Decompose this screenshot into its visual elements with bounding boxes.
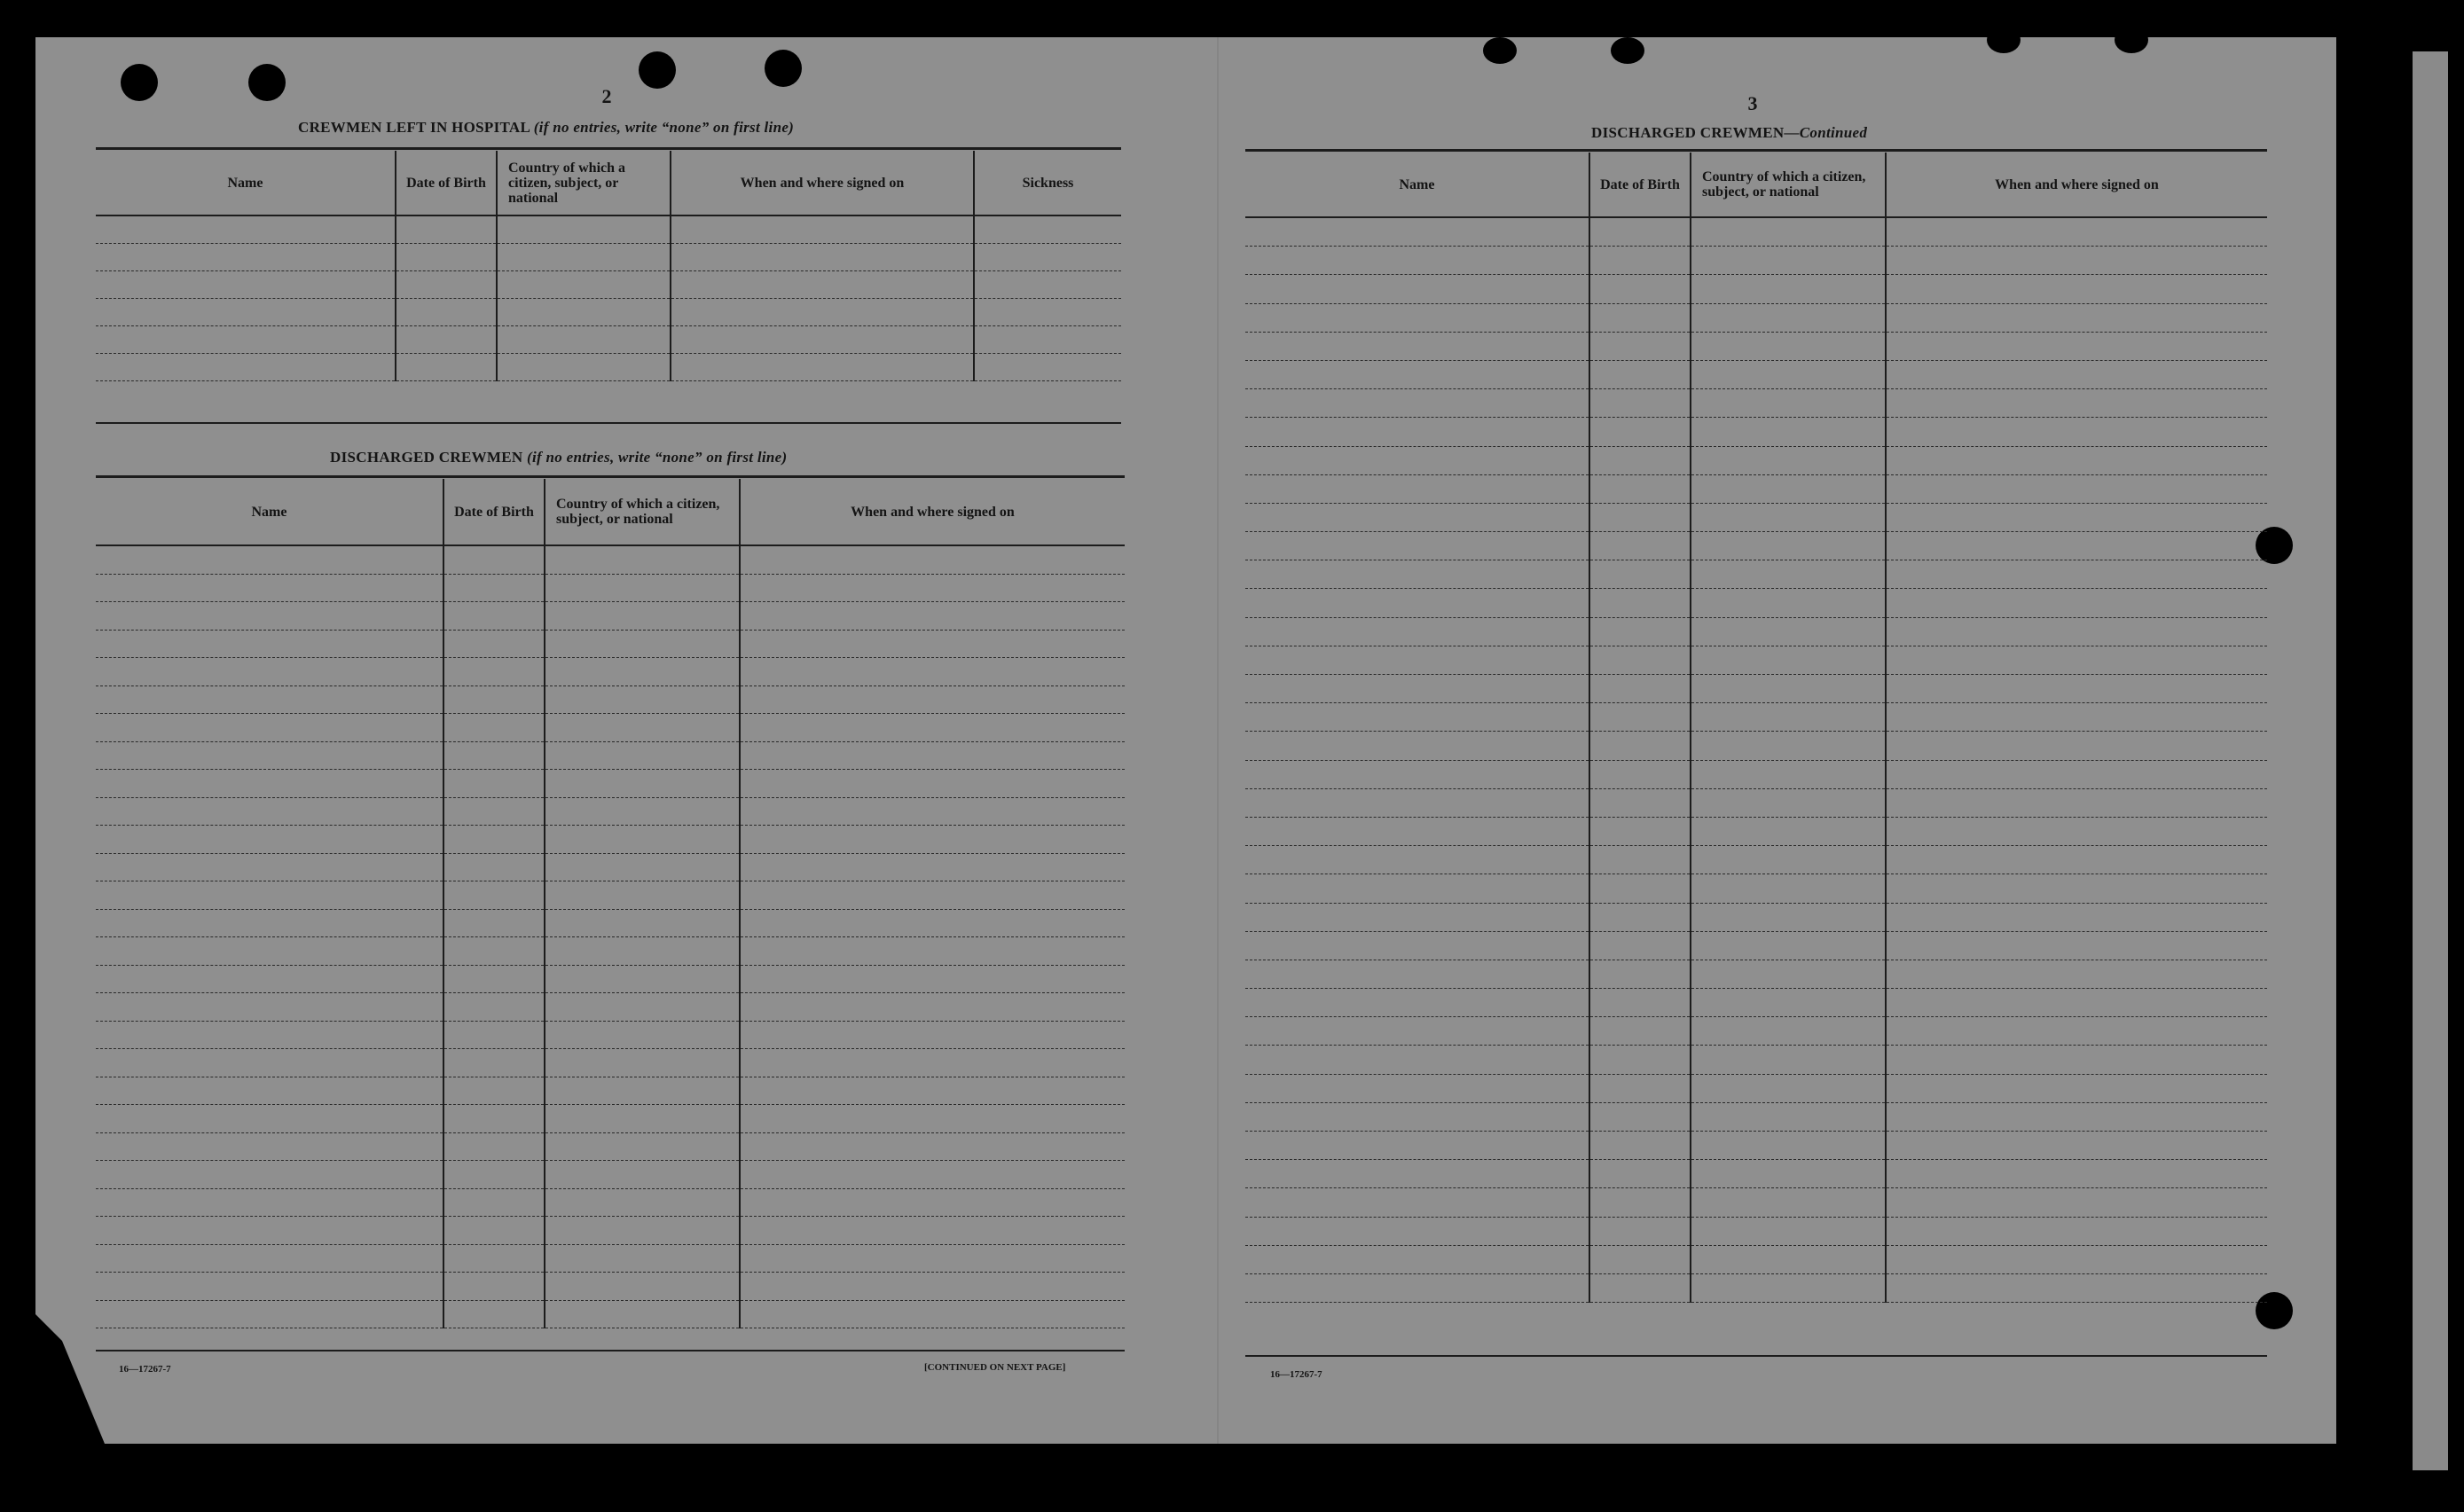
table-row: [1245, 247, 2267, 275]
table-row: [96, 1273, 1125, 1301]
table-row: [96, 909, 1125, 937]
table-row: [96, 993, 1125, 1022]
col-country: Country of which a citizen, subject, or national: [497, 151, 671, 215]
table-row: [1245, 474, 2267, 503]
table-row: [1245, 989, 2267, 1017]
table-row: [96, 685, 1125, 714]
col-signed-on: When and where signed on: [671, 151, 974, 215]
bottom-rule: [1245, 1355, 2267, 1357]
discharged-continued-title: DISCHARGED CREWMEN—Continued: [1591, 124, 1868, 141]
table-row: [1245, 360, 2267, 388]
table-row: [1245, 389, 2267, 418]
table-row: [96, 1105, 1125, 1133]
table-row: [96, 244, 1121, 271]
table-row: [96, 1161, 1125, 1189]
table-row: [1245, 874, 2267, 903]
center-fold: [1217, 37, 1219, 1444]
table-row: [96, 770, 1125, 798]
table-row: [96, 574, 1125, 602]
table-row: [1245, 303, 2267, 332]
top-rule: [96, 147, 1121, 150]
table-row: [96, 1132, 1125, 1161]
table-row: [96, 1188, 1125, 1217]
table-row: [1245, 817, 2267, 845]
table-row: [1245, 560, 2267, 589]
table-row: [1245, 446, 2267, 474]
table-row: [1245, 846, 2267, 874]
table-row: [96, 271, 1121, 299]
table-row: [96, 1049, 1125, 1077]
table-row: [1245, 1217, 2267, 1245]
section-rule: [96, 422, 1121, 424]
right-page: [1245, 0, 2269, 1512]
table-row: [1245, 703, 2267, 732]
table-row: [1245, 589, 2267, 617]
page-number: 3: [1747, 92, 1758, 114]
table-row: [96, 1077, 1125, 1105]
col-signed-on: When and where signed on: [1886, 153, 2267, 217]
table-row: [96, 1244, 1125, 1273]
table-row: [96, 354, 1121, 381]
table-row: [96, 741, 1125, 770]
continued-note: [CONTINUED ON NEXT PAGE]: [924, 1362, 1066, 1373]
page-number: 2: [601, 85, 612, 107]
col-signed-on: When and where signed on: [740, 479, 1125, 545]
table-row: [1245, 1017, 2267, 1046]
form-number: 16—17267-7: [119, 1364, 171, 1375]
table-row: [1245, 275, 2267, 303]
form-number: 16—17267-7: [1270, 1369, 1322, 1380]
table-row: [1245, 532, 2267, 560]
top-rule: [1245, 149, 2267, 152]
col-country: Country of which a citizen, subject, or national: [1691, 153, 1886, 217]
table-row: [96, 1021, 1125, 1049]
table-row: [96, 853, 1125, 881]
table-row: [1245, 646, 2267, 674]
col-dob: Date of Birth: [396, 151, 497, 215]
col-sickness: Sickness: [974, 151, 1121, 215]
col-dob: Date of Birth: [1589, 153, 1691, 217]
table-row: [1245, 617, 2267, 646]
table-row: [1245, 760, 2267, 788]
table-row: [96, 937, 1125, 966]
table-row: [1245, 1160, 2267, 1188]
bottom-rule: [96, 1350, 1125, 1351]
hospital-table: [96, 151, 1121, 381]
table-row: [96, 299, 1121, 326]
table-row: [96, 326, 1121, 354]
col-name: Name: [1245, 153, 1589, 217]
table-row: [1245, 788, 2267, 817]
table-row: [96, 714, 1125, 742]
table-row: [1245, 1102, 2267, 1131]
table-row: [1245, 1132, 2267, 1160]
table-row: [1245, 1074, 2267, 1102]
table-row: [96, 881, 1125, 910]
table-row: [1245, 503, 2267, 531]
next-sheet-edge: [2413, 51, 2448, 1470]
table-row: [1245, 732, 2267, 760]
table-row: [1245, 675, 2267, 703]
table-row: [96, 630, 1125, 658]
table-row: [96, 1300, 1125, 1328]
col-dob: Date of Birth: [443, 479, 545, 545]
table-row: [1245, 903, 2267, 931]
table-row: [96, 602, 1125, 631]
table-row: [96, 215, 1121, 244]
table-row: [96, 658, 1125, 686]
col-name: Name: [96, 151, 396, 215]
col-name: Name: [96, 479, 443, 545]
discharged-top-rule: [96, 475, 1125, 478]
discharged-title: DISCHARGED CREWMEN (if no entries, write “none” on first line): [330, 449, 788, 466]
table-row: [96, 545, 1125, 574]
table-row: [1245, 332, 2267, 360]
table-row: [1245, 1188, 2267, 1217]
table-row: [96, 1217, 1125, 1245]
table-row: [96, 826, 1125, 854]
table-row: [96, 965, 1125, 993]
hospital-title: CREWMEN LEFT IN HOSPITAL (if no entries, write “none” on first line): [298, 119, 795, 136]
discharged-table: [96, 479, 1125, 1328]
table-row: [96, 797, 1125, 826]
col-country: Country of which a citizen, subject, or national: [545, 479, 740, 545]
table-row: [1245, 418, 2267, 446]
table-row: [1245, 1046, 2267, 1074]
table-row: [1245, 1273, 2267, 1302]
table-row: [1245, 931, 2267, 960]
table-row: [1245, 217, 2267, 247]
table-row: [1245, 1245, 2267, 1273]
discharged-continued-table: [1245, 153, 2267, 1303]
left-page: [96, 0, 1125, 1512]
table-row: [1245, 960, 2267, 988]
